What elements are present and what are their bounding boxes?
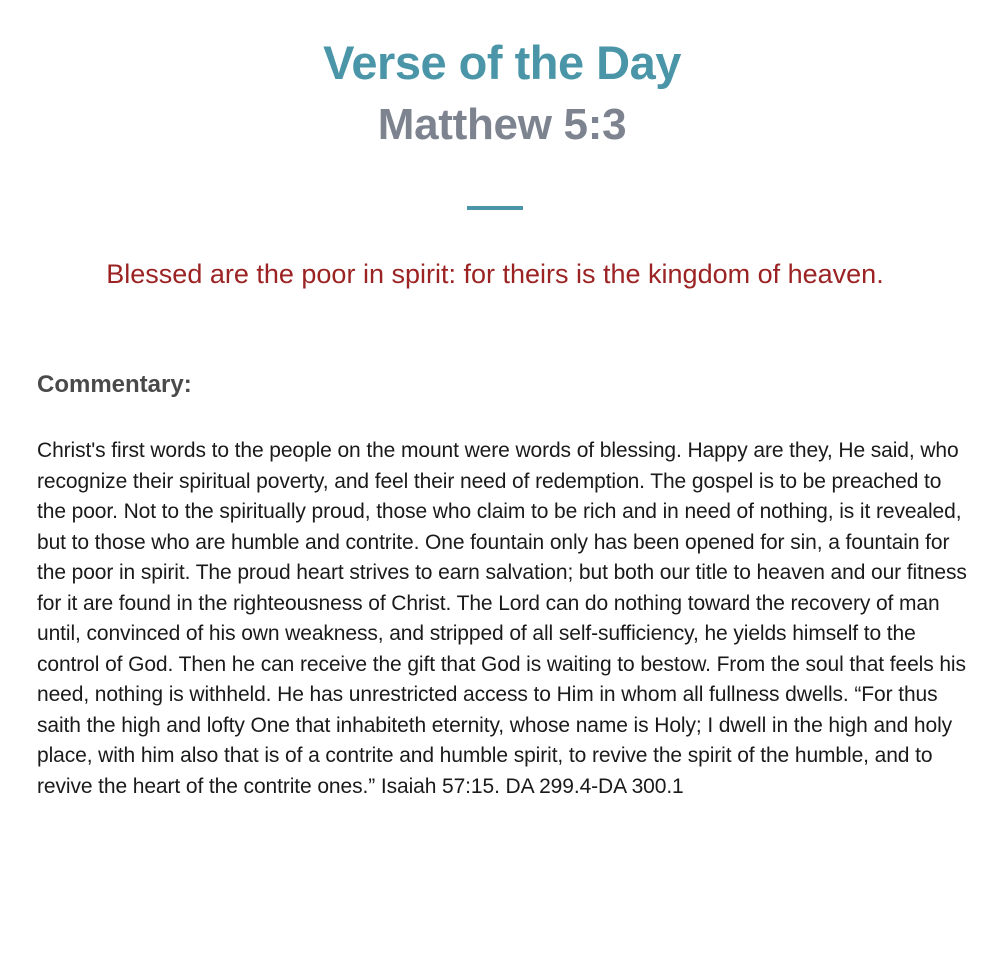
commentary-body: Christ's first words to the people on the mount were words of blessing. Happy are they, He said, who recognize their spiritual poverty, and feel their need of redemption. The gospel is to be preached to the poor. Not to the spiritually proud, those who claim to be rich and in need of nothing, is it revealed, but to those who are humble and contrite. One fountain only has been opened for sin, a fountain for the poor in spirit. The proud heart strives to earn salvation; but both our title to heaven and our fitness for it are found in the righteousness of Christ. The Lord can do nothing toward the recovery of man until, convinced of his own weakness, and stripped of all self-sufficiency, he yields himself to the control of God. Then he can receive the gift that God is waiting to bestow. From the soul that feels his need, nothing is withheld. He has unrestricted access to Him in whom all fullness dwells. “For thus saith the high and lofty One that inhabiteth eternity, whose name is Holy; I dwell in the high and holy place, with him also that is of a contrite and humble spirit, to revive the spirit of the humble, and to revive the heart of the contrite ones.” Isaiah 57:15. DA 299.4-DA 300.1 [37, 439, 967, 798]
scripture-reference: Matthew 5:3 [377, 100, 627, 149]
title-divider [467, 206, 523, 210]
verse-text: Blessed are the poor in spirit: for theirs is the kingdom of heaven. [106, 259, 884, 289]
page-title: Verse of the Day [323, 36, 681, 89]
commentary-heading: Commentary: [37, 371, 192, 398]
verse-header [0, 34, 1004, 154]
